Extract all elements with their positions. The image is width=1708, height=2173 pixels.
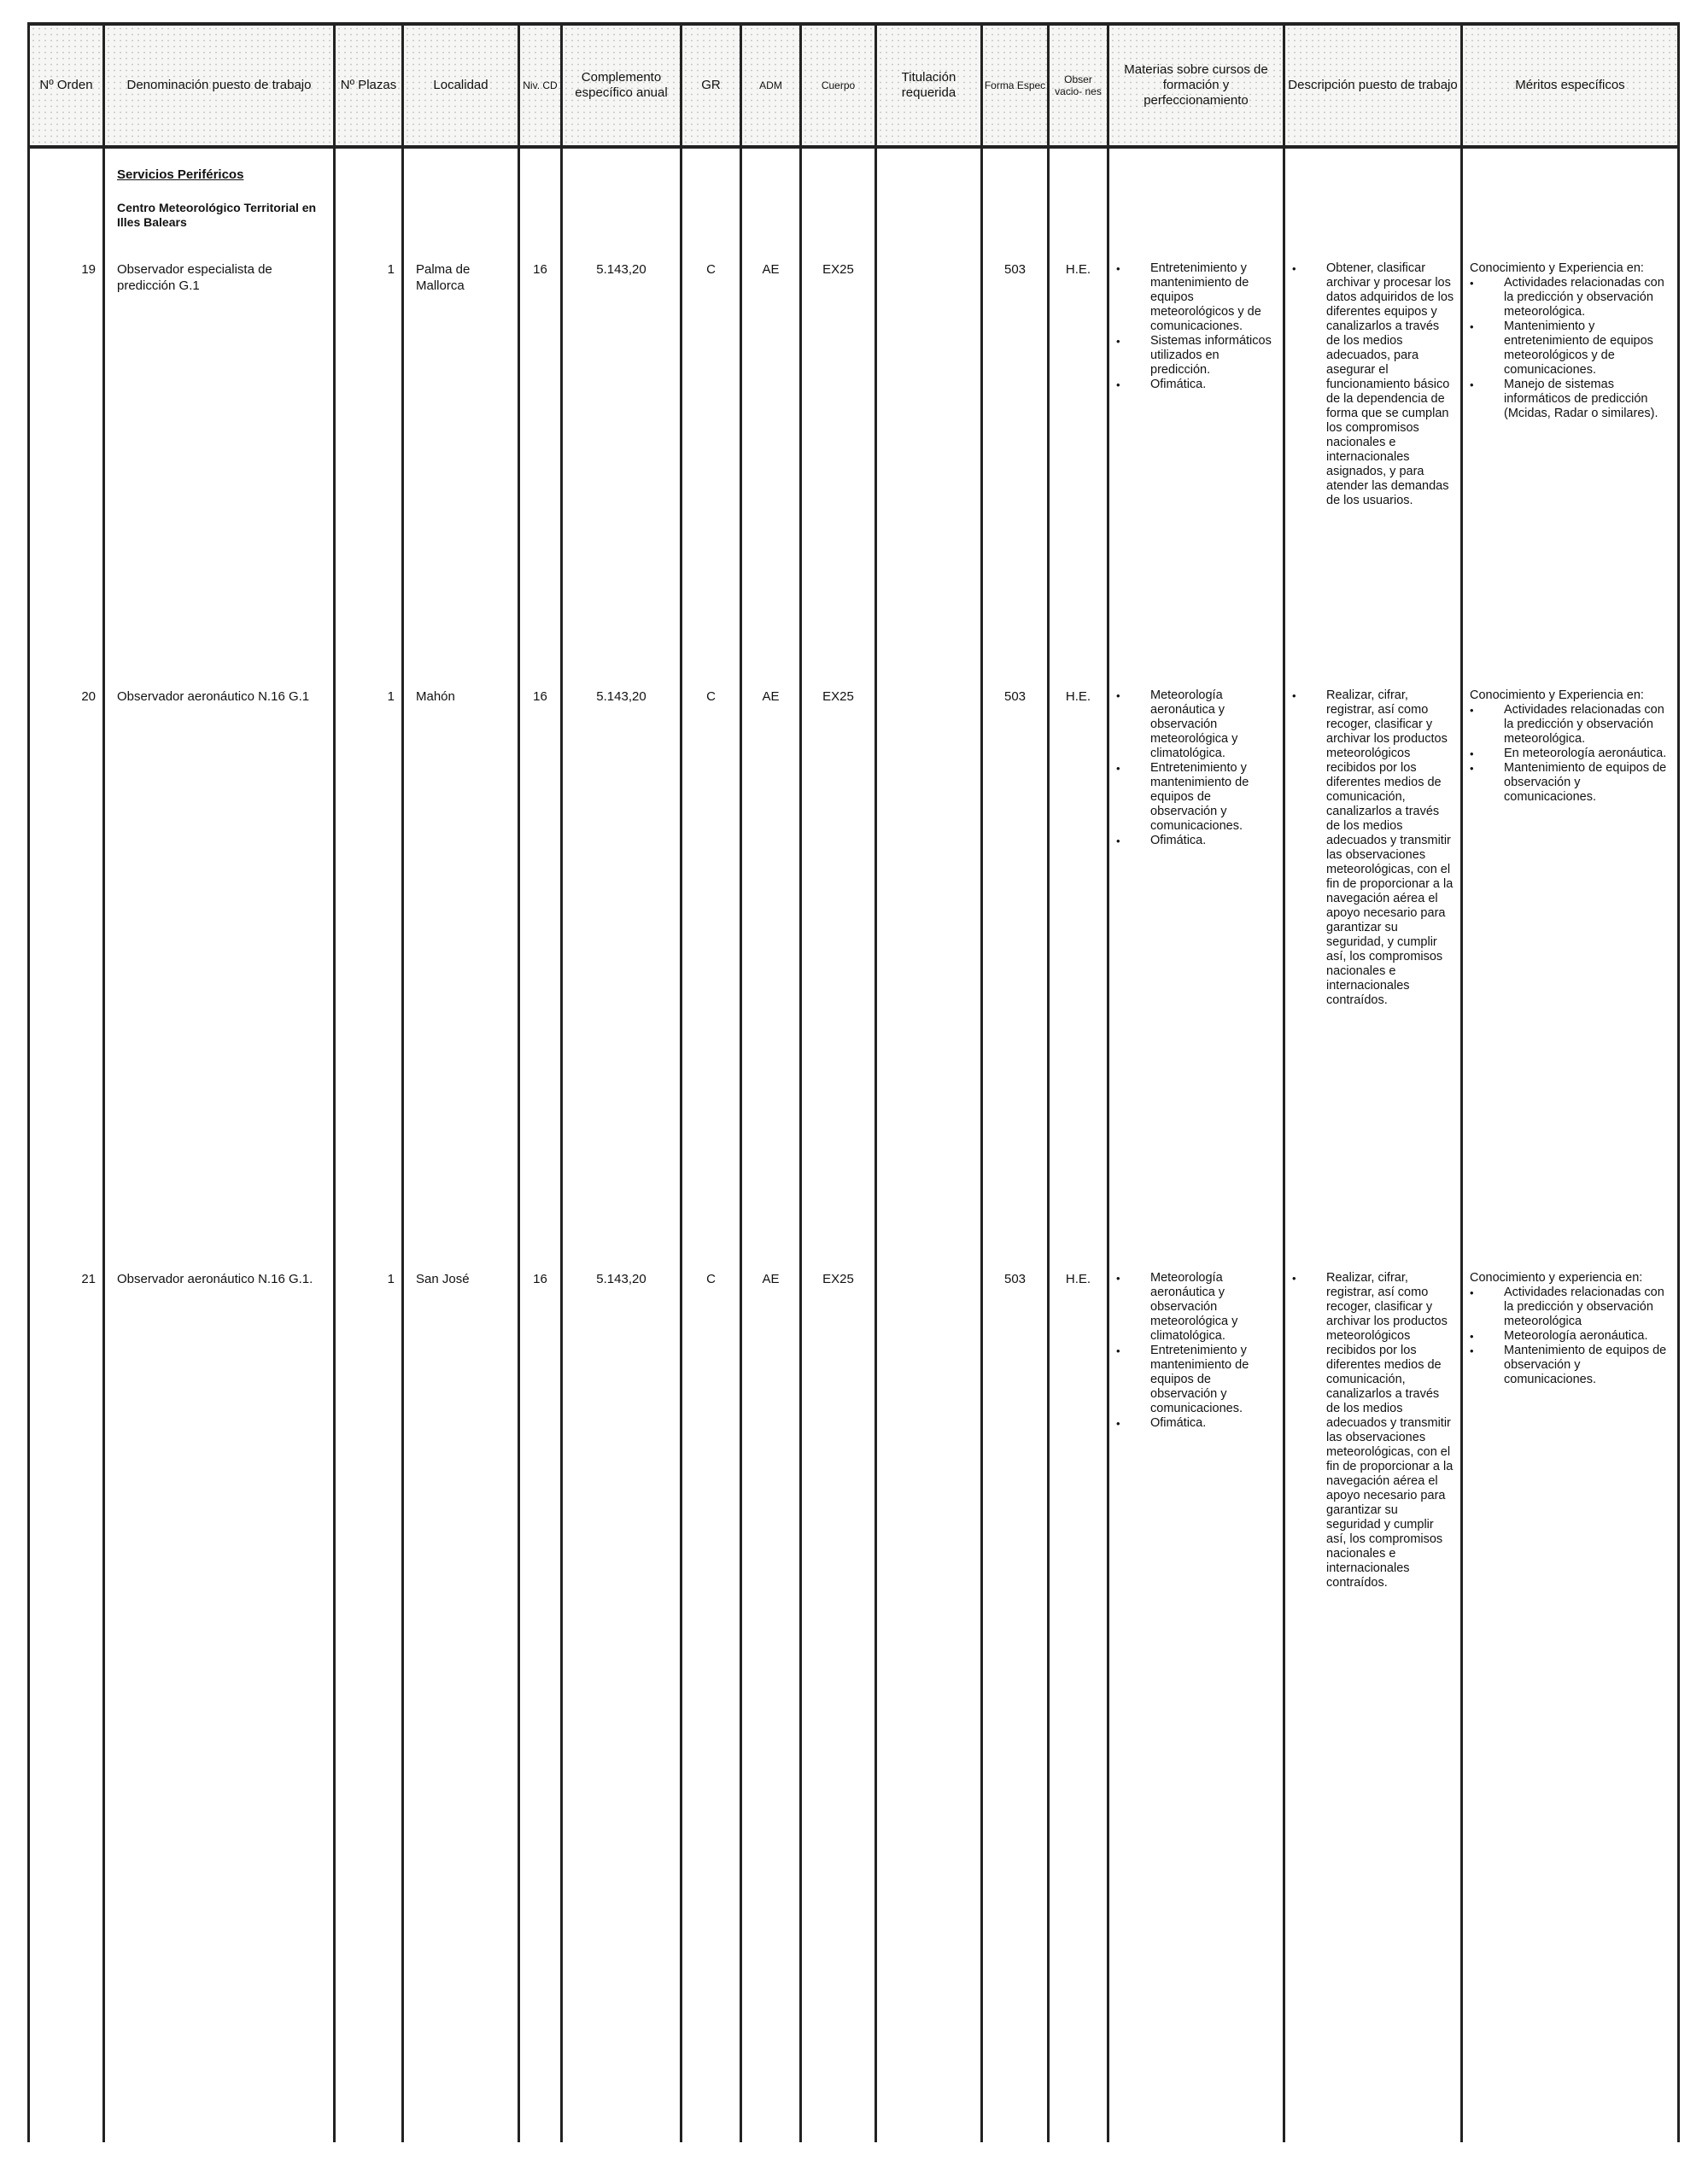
row-21-forma: 503 (1003, 1272, 1027, 1286)
col-orden (29, 147, 104, 2142)
col-header-complemento: Complemento específico anual (562, 24, 681, 147)
col-localidad (403, 147, 519, 2142)
list-item: • Entretenimiento y mantenimiento de equipos de observación y comunicaciones. (1116, 761, 1278, 834)
row-20-localidad: Mahón (416, 689, 455, 704)
col-header-descripcion: Descripción puesto de trabajo (1284, 24, 1462, 147)
col-forma (982, 147, 1049, 2142)
row-19-denominacion: Observador especialista de predicción G.1 (117, 262, 272, 293)
list-item: • Ofimática. (1116, 834, 1278, 848)
list-item: • Ofimática. (1116, 378, 1278, 392)
row-19-cuerpo: EX25 (822, 262, 854, 277)
job-positions-table-sheet (27, 22, 1677, 2142)
row-19-complemento: 5.143,20 (596, 262, 646, 277)
row-21-materias (1109, 1271, 1283, 1431)
list-item: • Ofimática. (1116, 1416, 1278, 1431)
row-19-gr: C (706, 262, 716, 277)
col-plazas (335, 147, 403, 2142)
list-item: • Meteorología aeronáutica. (1470, 1329, 1670, 1344)
row-21-complemento: 5.143,20 (596, 1272, 646, 1286)
list-item: • Manejo de sistemas informáticos de predicción (Mcidas, Radar o similares). (1470, 378, 1670, 421)
row-19-descripcion (1285, 261, 1460, 508)
list-item: • Entretenimiento y mantenimiento de equipos de observación y comunicaciones. (1116, 1344, 1278, 1416)
col-header-denominacion: Denominación puesto de trabajo (104, 24, 335, 147)
col-header-titulacion: Titulación requerida (876, 24, 982, 147)
row-21-cuerpo: EX25 (822, 1272, 854, 1286)
list-item: • Realizar, cifrar, registrar, así como recoger, clasificar y archivar los productos meteorológicos recibidos por los diferentes medios de comunicación, canalizarlos a través de los medios adecuados y transmitir las observaciones meteorológicas, con el fin de proporcionar a la navegación aérea el apoyo necesario para garantizar su seguridad y cumplir así, los compromisos nacionales e internacionales contraídos. (1292, 1271, 1455, 1590)
list-item: • Mantenimiento de equipos de observación y comunicaciones. (1470, 1344, 1670, 1387)
list-item: • Meteorología aeronáutica y observación meteorológica y climatológica. (1116, 1271, 1278, 1344)
row-20-complemento: 5.143,20 (596, 689, 646, 704)
unit-title: Centro Meteorológico Territorial en Illes Balears (117, 201, 317, 229)
row-21-adm: AE (762, 1272, 780, 1286)
row-21-localidad: San José (416, 1272, 470, 1286)
list-item: • Mantenimiento y entretenimiento de equipos meteorológicos y de comunicaciones. (1470, 319, 1670, 378)
list-item: • Entretenimiento y mantenimiento de equipos meteorológicos y de comunicaciones. (1116, 261, 1278, 334)
row-20-adm: AE (762, 689, 780, 704)
row-20-denominacion: Observador aeronáutico N.16 G.1 (117, 689, 310, 704)
row-19-plazas: 1 (387, 262, 395, 277)
row-21-observaciones: H.E. (1065, 1272, 1091, 1286)
meritos-heading: Conocimiento y experiencia en: (1470, 1271, 1643, 1285)
table-body-row (29, 147, 1679, 2142)
list-item: • Actividades relacionadas con la predicción y observación meteorológica. (1470, 276, 1670, 319)
col-header-orden: Nº Orden (29, 24, 104, 147)
col-cuerpo (801, 147, 876, 2142)
list-item: • Mantenimiento de equipos de observación y comunicaciones. (1470, 761, 1670, 805)
col-header-observaciones: Obser vacio- nes (1049, 24, 1108, 147)
row-20-cuerpo: EX25 (822, 689, 854, 704)
meritos-heading: Conocimiento y Experiencia en: (1470, 261, 1644, 275)
list-item: • En meteorología aeronáutica. (1470, 747, 1670, 761)
row-19-adm: AE (762, 262, 780, 277)
col-header-forma: Forma Espec (982, 24, 1049, 147)
section-block (105, 167, 333, 230)
list-item: • Actividades relacionadas con la predicción y observación meteorológica (1470, 1286, 1670, 1329)
col-header-nivel: Niv. CD (519, 24, 562, 147)
row-19-orden: 19 (81, 262, 96, 277)
row-21-gr: C (706, 1272, 716, 1286)
col-header-cuerpo: Cuerpo (801, 24, 876, 147)
row-19-materias (1109, 261, 1283, 392)
col-complemento (562, 147, 681, 2142)
list-item: • Meteorología aeronáutica y observación meteorológica y climatológica. (1116, 688, 1278, 761)
row-21-nivel: 16 (533, 1272, 547, 1286)
row-19-meritos (1463, 261, 1677, 421)
row-20-orden: 20 (81, 689, 96, 704)
list-item: • Actividades relacionadas con la predicción y observación meteorológica. (1470, 703, 1670, 747)
row-21-plazas: 1 (387, 1272, 395, 1286)
job-positions-table (27, 22, 1680, 2142)
row-20-observaciones: H.E. (1065, 689, 1091, 704)
row-21-denominacion: Observador aeronáutico N.16 G.1. (117, 1272, 313, 1286)
row-21-meritos (1463, 1271, 1677, 1387)
col-header-meritos: Méritos específicos (1462, 24, 1679, 147)
col-meritos (1462, 147, 1679, 2142)
col-denominacion (104, 147, 335, 2142)
section-title: Servicios Periféricos (117, 167, 244, 182)
row-21-orden: 21 (81, 1272, 96, 1286)
col-header-localidad: Localidad (403, 24, 519, 147)
col-header-plazas: Nº Plazas (335, 24, 403, 147)
row-20-materias (1109, 688, 1283, 848)
row-20-gr: C (706, 689, 716, 704)
col-header-gr: GR (681, 24, 741, 147)
col-materias (1108, 147, 1284, 2142)
row-20-descripcion (1285, 688, 1460, 1008)
col-descripcion (1284, 147, 1462, 2142)
row-19-observaciones: H.E. (1065, 262, 1091, 277)
col-nivel (519, 147, 562, 2142)
row-20-meritos (1463, 688, 1677, 805)
col-gr (681, 147, 741, 2142)
row-19-forma: 503 (1003, 262, 1027, 277)
meritos-heading: Conocimiento y Experiencia en: (1470, 688, 1644, 702)
col-titulacion (876, 147, 982, 2142)
col-header-adm: ADM (741, 24, 801, 147)
row-19-nivel: 16 (533, 262, 547, 277)
col-observaciones (1049, 147, 1108, 2142)
list-item: • Sistemas informáticos utilizados en predicción. (1116, 334, 1278, 378)
list-item: • Obtener, clasificar archivar y procesar los datos adquiridos de los diferentes equipos y canalizarlos a través de los medios adecuados, para asegurar el funcionamiento básico de la dependencia de forma que se cumplan los compromisos nacionales e internacionales asignados, y para atender las demandas de los usuarios. (1292, 261, 1455, 508)
header-row (29, 24, 1679, 147)
list-item: • Realizar, cifrar, registrar, así como recoger, clasificar y archivar los productos meteorológicos recibidos por los diferentes medios de comunicación, canalizarlos a través de los medios adecuados y transmitir las observaciones meteorológicas, con el fin de proporcionar a la navegación aérea el apoyo necesario para garantizar su seguridad, y cumplir así, los compromisos nacionales e internacionales contraídos. (1292, 688, 1455, 1008)
row-19-localidad: Palma de Mallorca (416, 262, 471, 293)
row-21-descripcion (1285, 1271, 1460, 1590)
row-20-plazas: 1 (387, 689, 395, 704)
col-adm (741, 147, 801, 2142)
row-20-forma: 503 (1003, 689, 1027, 704)
row-20-nivel: 16 (533, 689, 547, 704)
col-header-materias: Materias sobre cursos de formación y perfeccionamiento (1108, 24, 1284, 147)
